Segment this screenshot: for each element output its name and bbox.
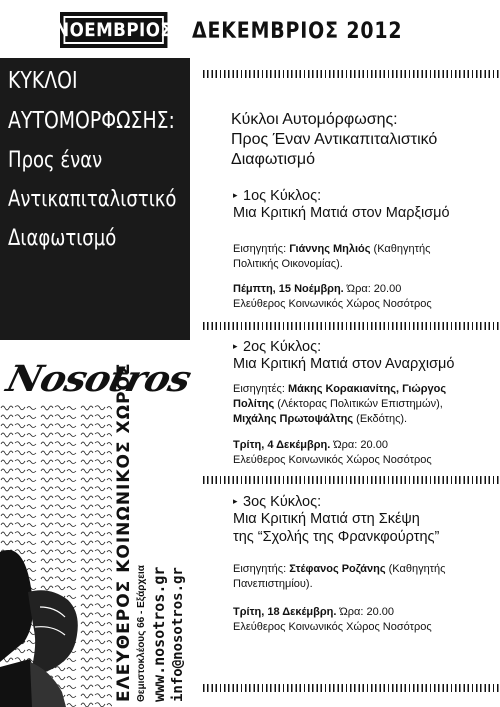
program-title-line2: Προς Έναν Αντικαπιταλιστικό (231, 131, 438, 148)
panel-line-4: Αντικαπιταλιστικό (8, 187, 177, 212)
venue-artwork (0, 340, 195, 707)
cycle-2-speakers: Εισηγητές: Μάκης Κορακιανίτης, Γιώργος Πολίτης (Λέκτορας Πολιτικών Επιστημών), Μιχάλης Πρωτοψάλτης (Εκδότης). (233, 383, 447, 425)
venue-website-link[interactable]: www.nosotros.gr (150, 566, 168, 702)
header-month-december: ΔΕΚΕΜΒΡΙΟΣ 2012 (192, 18, 403, 44)
cycle-3-title-2: της “Σχολής της Φρανκφούρτης” (233, 529, 440, 545)
cycle-2-number: ▸ 2ος Κύκλος: (233, 339, 322, 355)
cycle-3-title: Μια Κριτική Ματιά στη Σκέψη (233, 511, 420, 527)
triangle-right-icon: ▸ (233, 496, 238, 506)
panel-line-2: ΑΥΤΟΜΟΡΦΩΣΗΣ: (8, 108, 175, 134)
header-month-november: ΝΟΕΜΒΡΙΟΣ (60, 12, 167, 48)
cycle-3-number: ▸ 3ος Κύκλος: (233, 494, 322, 510)
scribble-figure-icon (0, 402, 112, 707)
cycle-1-when: Πέμπτη, 15 Νοέμβρη. Ώρα: 20.00 Ελεύθερος Κοινωνικός Χώρος Νοσότρος (233, 283, 432, 310)
cycle-2-when: Τρίτη, 4 Δεκέμβρη. Ώρα: 20.00 Ελεύθερος Κοινωνικός Χώρος Νοσότρος (233, 439, 432, 466)
cycle-1-title: Μια Κριτική Ματιά στον Μαρξισμό (233, 205, 450, 221)
venue-info (112, 362, 190, 707)
cycle-2-title: Μια Κριτική Ματιά στον Αναρχισμό (233, 356, 455, 372)
dotted-divider-2 (203, 476, 500, 484)
program-column (203, 70, 500, 695)
panel-line-1: ΚΥΚΛΟΙ (8, 68, 78, 94)
program-title-line3: Διαφωτισμό (231, 151, 315, 168)
program-title-line1: Κύκλοι Αυτομόρφωσης: (231, 111, 398, 128)
dotted-divider-1 (203, 322, 500, 330)
title-panel (0, 58, 190, 340)
panel-line-3: Προς έναν (8, 148, 103, 173)
venue-address: Θεμιστοκλέους 66 - Εξάρχεια (136, 565, 147, 702)
cycle-1-number: ▸ 1ος Κύκλος: (233, 188, 322, 204)
panel-line-5: Διαφωτισμό (8, 226, 117, 251)
nosotros-logo: Nosotros (2, 358, 195, 400)
cycle-3-speaker: Εισηγητής: Στέφανος Ροζάνης (Καθηγητής Πανεπιστημίου). (233, 563, 446, 590)
dotted-divider-top (203, 70, 500, 78)
cycle-3-when: Τρίτη, 18 Δεκέμβρη. Ώρα: 20.00 Ελεύθερος Κοινωνικός Χώρος Νοσότρος (233, 606, 432, 633)
venue-name: ΕΛΕΥΘΕΡΟΣ ΚΟΙΝΩΝΙΚΟΣ ΧΩΡΟΣ (114, 362, 134, 702)
handwriting-illustration (0, 402, 112, 707)
cycle-1-speaker: Εισηγητής: Γιάννης Μηλιός (Καθηγητής Πολιτικής Οικονομίας). (233, 243, 431, 270)
triangle-right-icon: ▸ (233, 341, 238, 351)
dotted-divider-bottom (203, 684, 500, 692)
venue-email-link[interactable]: info@nosotros.gr (170, 567, 186, 702)
triangle-right-icon: ▸ (233, 190, 238, 200)
